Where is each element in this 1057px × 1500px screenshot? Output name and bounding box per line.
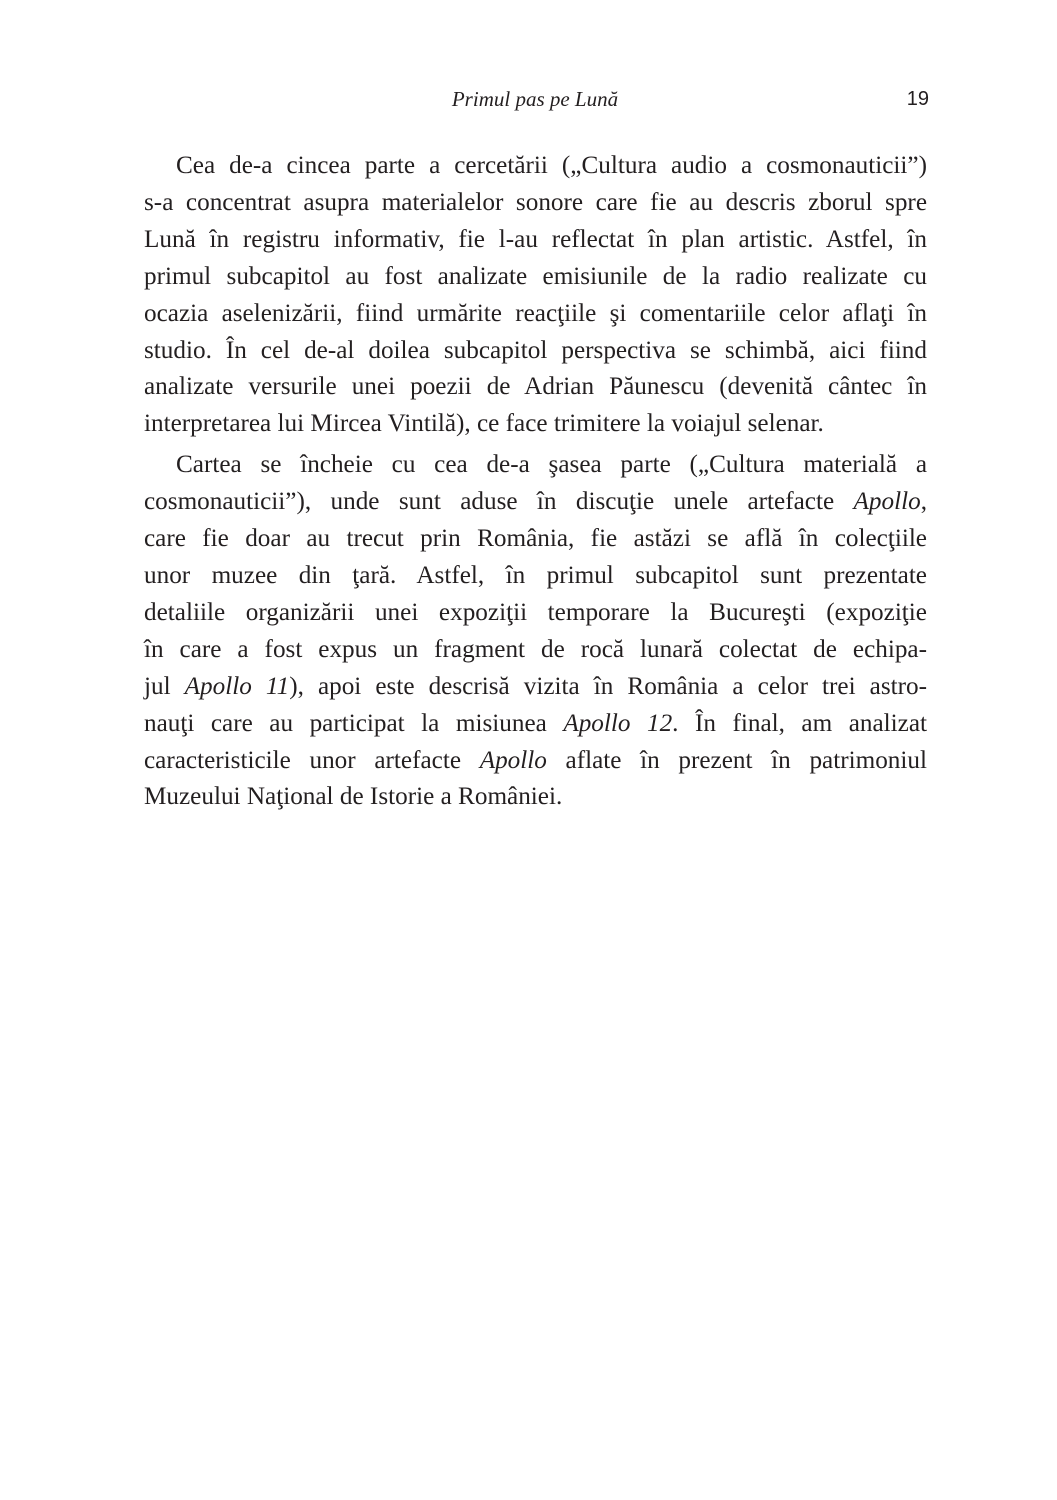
text-line xyxy=(144,669,927,706)
text-line xyxy=(144,595,927,632)
text-segment: ocazia aselenizării, fiind urmărite reacţiile şi comentariile celor aflaţi în xyxy=(144,299,927,327)
text-segment: caracteristicile unor artefacte xyxy=(144,746,480,774)
text-segment: cosmonauticii”), unde sunt aduse în discuţie unele artefacte xyxy=(144,488,854,516)
text-line xyxy=(144,222,927,259)
text-line xyxy=(144,521,927,558)
text-line xyxy=(144,558,927,595)
text-line xyxy=(144,447,927,484)
text-segment: în care a fost expus un fragment de rocă lunară colectat de echipa- xyxy=(144,635,927,663)
text-line xyxy=(144,743,927,780)
text-segment: studio. În cel de-al doilea subcapitol perspectiva se schimbă, aici fiind xyxy=(144,336,927,364)
text-segment: analizate versurile unei poezii de Adrian Păunescu (devenită cântec în xyxy=(144,373,927,401)
text-line xyxy=(144,296,927,333)
text-line xyxy=(144,369,927,406)
italic-text: Apollo xyxy=(479,746,547,774)
text-line xyxy=(144,779,927,816)
text-segment: , xyxy=(920,488,927,516)
italic-text: Apollo xyxy=(853,488,921,516)
text-segment: s-a concentrat asupra materialelor sonore care fie au descris zborul spre xyxy=(144,188,927,216)
text-segment: nauţi care au participat la misiunea xyxy=(144,709,564,737)
running-header xyxy=(0,84,1057,114)
paragraph xyxy=(144,148,927,443)
text-segment: Lună în registru informativ, fie l-au reflectat în plan artistic. Astfel, în xyxy=(144,225,927,253)
paragraph xyxy=(144,447,927,816)
text-segment: Cartea se încheie cu cea de-a şasea parte („Cultura materială a xyxy=(176,451,927,479)
text-segment: ), apoi este descrisă vizita în România a celor trei astro- xyxy=(289,672,928,700)
text-segment: jul xyxy=(144,672,185,700)
running-title: Primul pas pe Lună xyxy=(451,87,619,111)
text-segment: . În final, am analizat xyxy=(672,709,927,737)
italic-text: Apollo 11 xyxy=(184,672,290,700)
page-number: 19 xyxy=(906,88,929,110)
text-line xyxy=(144,259,927,296)
text-segment: Cea de-a cincea parte a cercetării („Cultura audio a cosmonauticii”) xyxy=(176,152,927,179)
text-line xyxy=(144,148,927,185)
text-segment: detaliile organizării unei expoziţii temporare la Bucureşti (expoziţie xyxy=(144,598,927,626)
text-line xyxy=(144,333,927,370)
text-line xyxy=(144,632,927,669)
italic-text: Apollo 12 xyxy=(563,709,673,737)
text-line xyxy=(144,185,927,222)
text-segment: interpretarea lui Mircea Vintilă), ce face trimitere la voiajul selenar. xyxy=(144,410,824,438)
text-line xyxy=(144,706,927,743)
text-segment: unor muzee din ţară. Astfel, în primul subcapitol sunt prezentate xyxy=(144,561,927,589)
text-segment: Muzeului Naţional de Istorie a României. xyxy=(144,783,563,811)
text-line xyxy=(144,484,927,521)
text-segment: care fie doar au trecut prin România, fie astăzi se află în colecţiile xyxy=(144,525,927,553)
text-line xyxy=(144,406,927,443)
text-segment: primul subcapitol au fost analizate emisiunile de la radio realizate cu xyxy=(144,262,927,290)
body-text xyxy=(144,148,927,820)
text-segment: aflate în prezent în patrimoniul xyxy=(546,746,927,774)
